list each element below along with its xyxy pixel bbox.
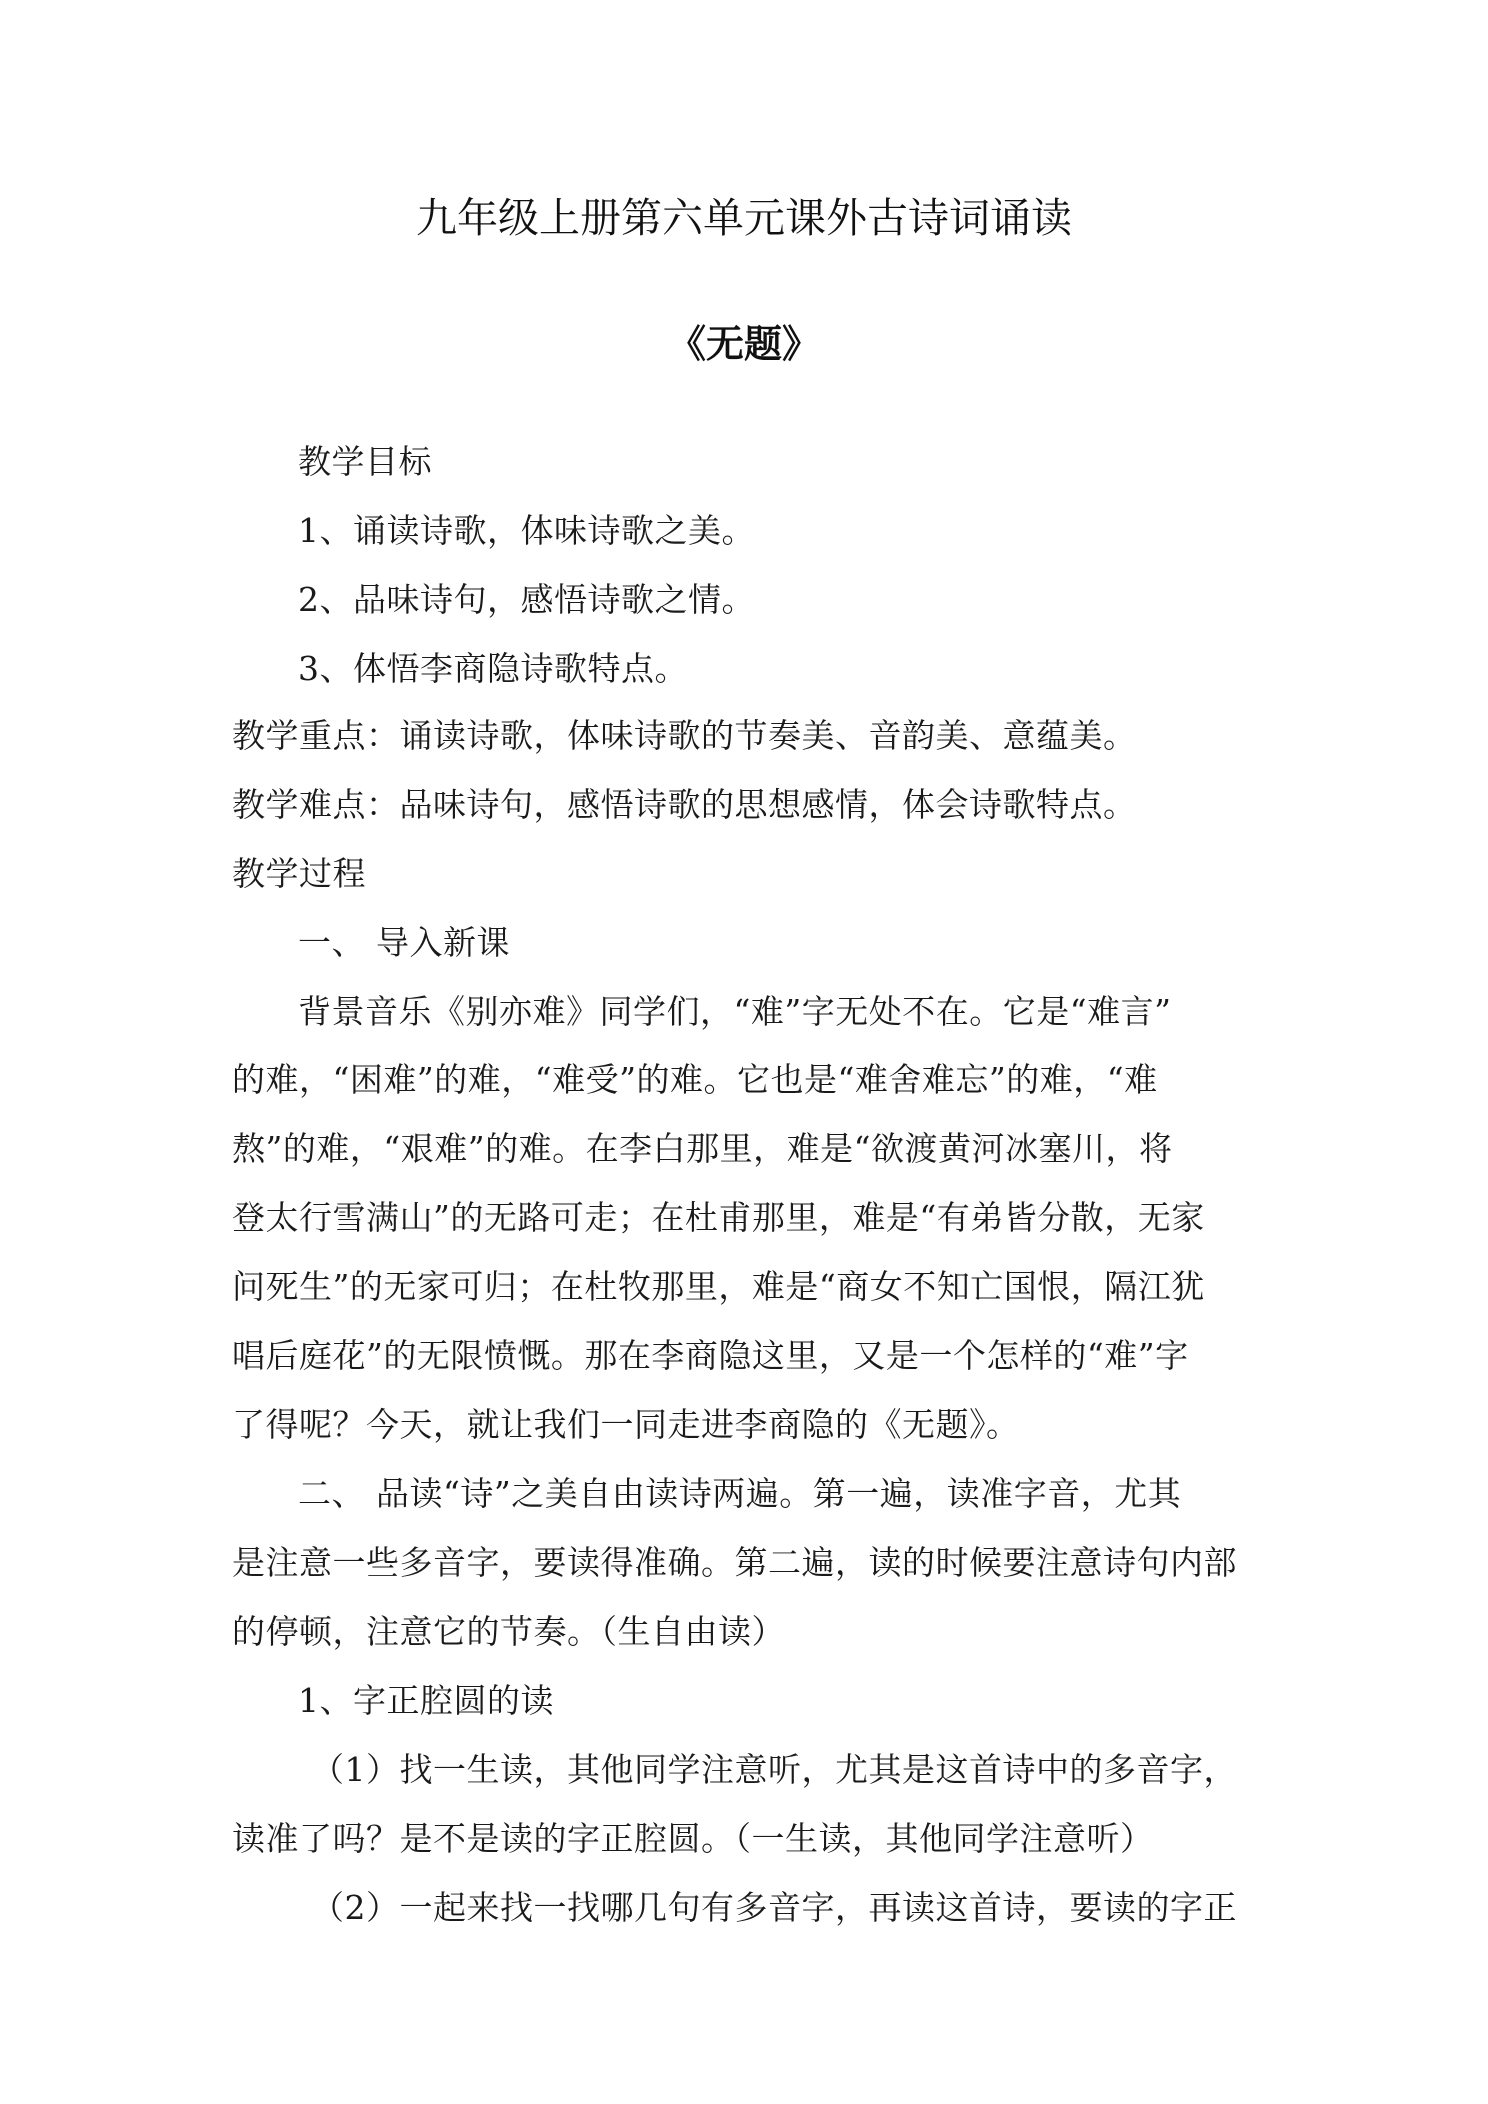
poem-title: 《无题》 (667, 322, 820, 366)
paragraph-line: 二、 品读“诗”之美自由读诗两遍。第一遍，读准字音，尤其 (298, 1474, 1182, 1513)
step-heading: 一、 导入新课 (298, 923, 510, 962)
paragraph-line: （2）一起来找一找哪几句有多音字，再读这首诗，要读的字正 (311, 1888, 1237, 1927)
paragraph-line: 的难，“困难”的难，“难受”的难。它也是“难舍难忘”的难，“难 (232, 1060, 1158, 1099)
paragraph-line: 背景音乐《别亦难》同学们，“难”字无处不在。它是“难言” (298, 992, 1172, 1031)
section-heading-process: 教学过程 (232, 854, 366, 893)
paragraph-line: （1）找一生读，其他同学注意听，尤其是这首诗中的多音字， (311, 1750, 1237, 1789)
objective-item: 2、品味诗句，感悟诗歌之情。 (298, 580, 755, 619)
teaching-key-point: 教学重点：诵读诗歌，体味诗歌的节奏美、音韵美、意蕴美。 (232, 716, 1137, 755)
paragraph-line: 是注意一些多音字，要读得准确。第二遍，读的时候要注意诗句内部 (232, 1543, 1237, 1582)
section-heading-objectives: 教学目标 (298, 442, 432, 481)
paragraph-line: 读准了吗？是不是读的字正腔圆。（一生读，其他同学注意听） (232, 1819, 1154, 1858)
teaching-difficulty: 教学难点：品味诗句，感悟诗歌的思想感情，体会诗歌特点。 (232, 785, 1137, 824)
sub-step-heading: 1、字正腔圆的读 (298, 1681, 554, 1720)
paragraph-line: 了得呢？今天，就让我们一同走进李商隐的《无题》。 (232, 1405, 1020, 1444)
paragraph-line: 的停顿，注意它的节奏。（生自由读） (232, 1612, 785, 1651)
objective-item: 1、诵读诗歌，体味诗歌之美。 (298, 511, 755, 550)
document-title: 九年级上册第六单元课外古诗词诵读 (416, 194, 1072, 242)
paragraph-line: 登太行雪满山”的无路可走；在杜甫那里，难是“有弟皆分散，无家 (232, 1198, 1205, 1237)
paragraph-line: 问死生”的无家可归；在杜牧那里，难是“商女不知亡国恨，隔江犹 (232, 1267, 1205, 1306)
paragraph-line: 唱后庭花”的无限愤慨。那在李商隐这里，又是一个怎样的“难”字 (232, 1336, 1189, 1375)
objective-item: 3、体悟李商隐诗歌特点。 (298, 649, 688, 688)
paragraph-line: 熬”的难，“艰难”的难。在李白那里，难是“欲渡黄河冰塞川，将 (232, 1129, 1173, 1168)
